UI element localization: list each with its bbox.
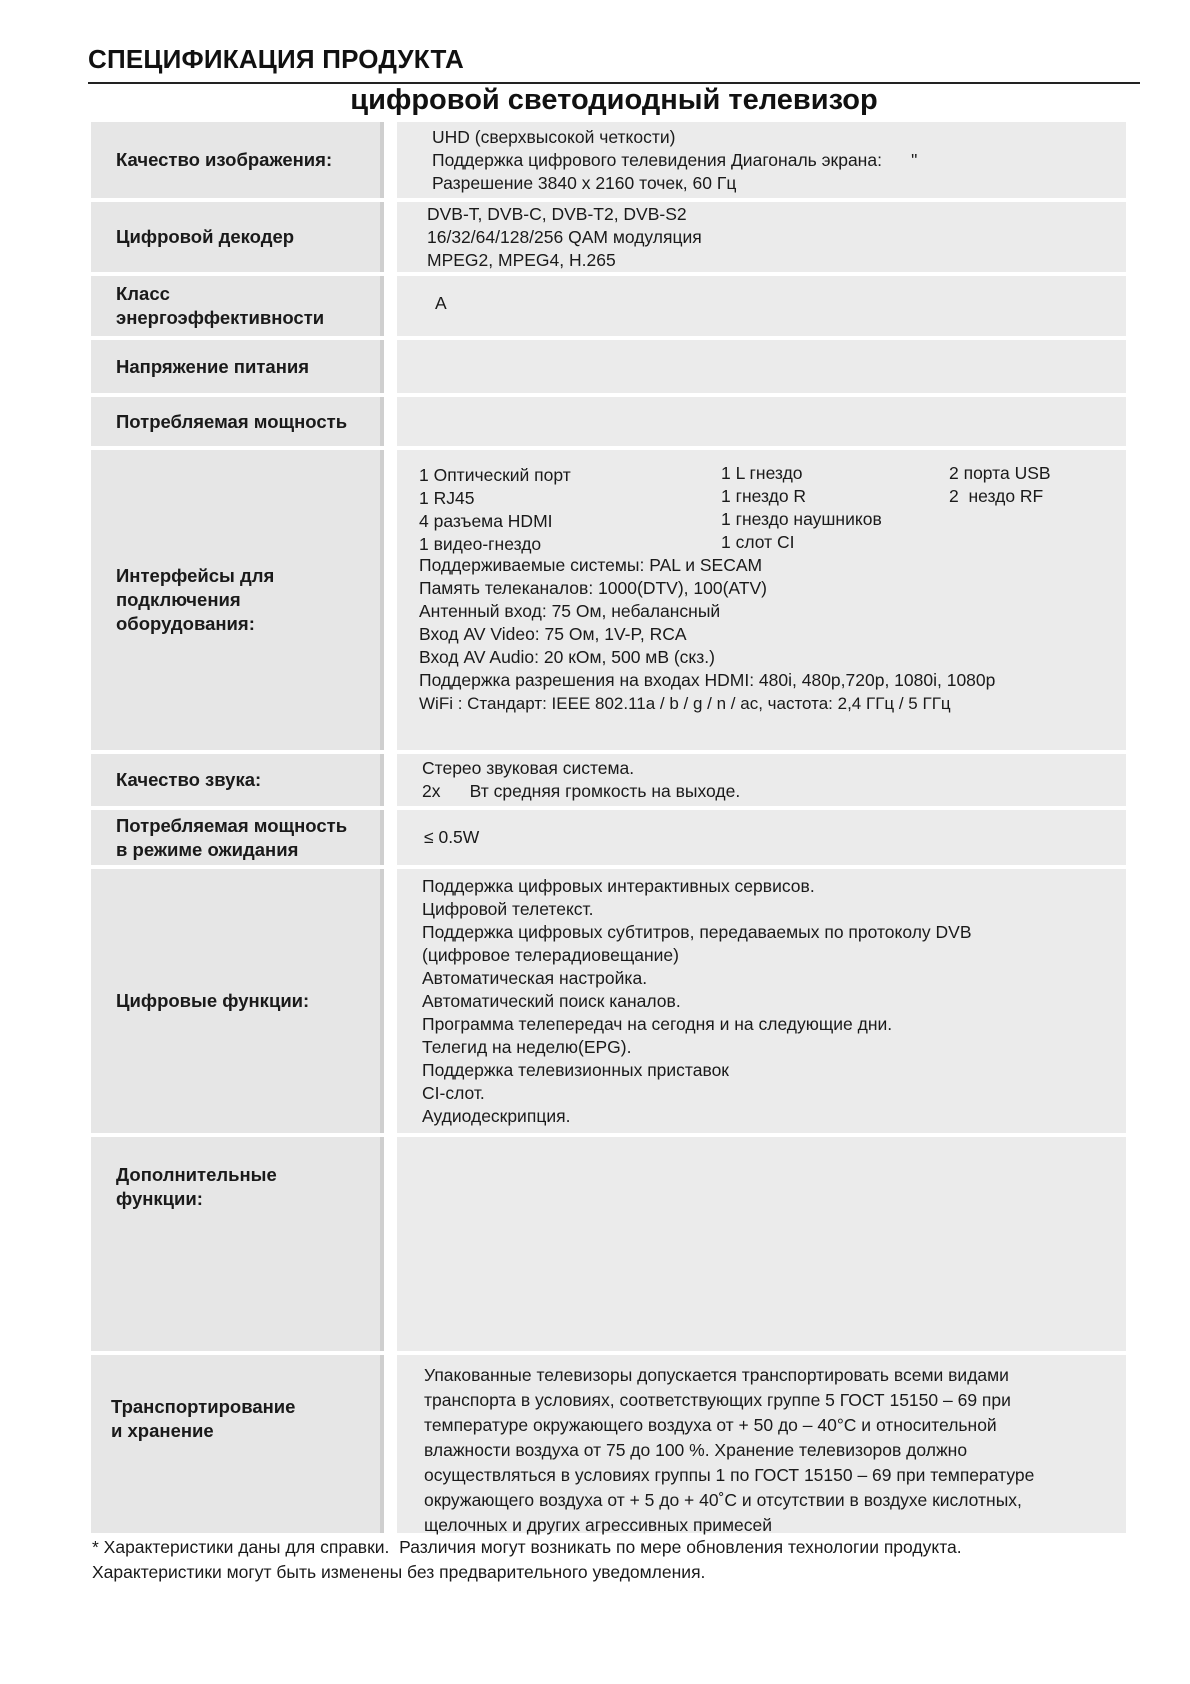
spec-value-line: Вход AV Video: 75 Ом, 1V-P, RCA: [419, 624, 687, 644]
spec-value-cell: [397, 122, 1126, 198]
interface-port-grid: [419, 462, 1119, 554]
interface-item: 1 гнездо R: [721, 486, 807, 506]
spec-label: функции:: [116, 1188, 203, 1209]
spec-value-line: транспорта в условиях, соответствующих группе 5 ГОСТ 15150 – 69 при: [424, 1390, 1011, 1410]
spec-value-cell: [397, 1137, 1126, 1351]
spec-label-cell: [91, 276, 384, 336]
spec-value: A: [435, 292, 447, 313]
spec-value-cell: [397, 810, 1126, 865]
interface-item: 2 порта USB: [949, 463, 1051, 483]
spec-label-cell: [91, 869, 384, 1133]
interface-item: 1 RJ45: [419, 488, 475, 508]
spec-value-line: WiFi : Стандарт: IEEE 802.11a / b / g / n / ac, частота: 2,4 ГГц / 5 ГГц: [419, 694, 951, 713]
spec-row-decoder: [91, 202, 1126, 272]
spec-value-cell: [397, 1355, 1126, 1533]
interface-column: [419, 464, 571, 556]
spec-label: Потребляемая мощность: [116, 410, 348, 432]
spec-value-cell: [397, 450, 1126, 750]
spec-row-interfaces: [91, 450, 1126, 750]
spec-value-line: 16/32/64/128/256 QAM модуляция: [427, 226, 702, 247]
spec-label: энергоэффективности: [116, 307, 325, 328]
spec-label-cell: [91, 202, 384, 272]
spec-row-energy-class: [91, 276, 1126, 336]
spec-label-cell: [91, 810, 384, 865]
spec-value-line: Автоматический поиск каналов.: [422, 990, 681, 1011]
spec-value-line: Автоматическая настройка.: [422, 967, 648, 988]
spec-row-additional-functions: [91, 1137, 1126, 1351]
interface-column: [721, 462, 882, 554]
spec-value-line: щелочных и других агрессивных примесей: [424, 1515, 773, 1535]
interface-item: 1 слот CI: [721, 532, 795, 552]
interface-item: 1 Оптический порт: [419, 465, 571, 485]
spec-label: Потребляемая мощность: [116, 814, 348, 836]
spec-value-line: Поддержка разрешения на входах HDMI: 480i, 480p,720p, 1080i, 1080p: [419, 670, 996, 690]
spec-value-line: Телегид на неделю(EPG).: [422, 1036, 632, 1057]
spec-label: и хранение: [111, 1420, 214, 1441]
spec-label: подключения: [116, 589, 241, 610]
interface-item: 4 разъема HDMI: [419, 511, 553, 531]
spec-label: Дополнительные: [116, 1164, 277, 1185]
spec-value-cell: [397, 397, 1126, 446]
interface-item: 1 видео-гнездо: [419, 534, 542, 554]
spec-label: Качество изображения:: [116, 149, 333, 170]
spec-label-cell: [91, 1355, 384, 1533]
spec-value-cell: [397, 869, 1126, 1133]
spec-label: Качество звука:: [116, 769, 262, 790]
spec-value-line: (цифровое телерадиовещание): [422, 944, 679, 965]
spec-label-cell: [91, 450, 384, 750]
spec-value-line: Вход AV Audio: 20 кОм, 500 мВ (скз.): [419, 647, 715, 667]
spec-value-line: UHD (сверхвысокой четкости): [432, 126, 676, 147]
spec-value-line: Поддержка цифровых субтитров, передаваемых по протоколу DVB: [422, 921, 972, 942]
spec-row-sound: [91, 754, 1126, 806]
spec-label: Интерфейсы для: [116, 565, 275, 586]
spec-value-line: Поддерживаемые системы: PAL и SECAM: [419, 555, 763, 575]
spec-label: Напряжение питания: [116, 355, 310, 377]
footnote-line: * Характеристики даны для справки. Различия могут возникать по мере обновления технологии продукта.: [92, 1537, 962, 1557]
spec-label: Цифровые функции:: [116, 990, 310, 1011]
spec-value-line: Антенный вход: 75 Ом, небалансный: [419, 601, 721, 621]
spec-value-cell: [397, 276, 1126, 336]
spec-value-line: Память телеканалов: 1000(DTV), 100(ATV): [419, 578, 767, 598]
interface-item: 1 L гнездо: [721, 463, 803, 483]
spec-value-line: MPEG2, MPEG4, H.265: [427, 249, 616, 270]
spec-label: оборудования:: [116, 613, 255, 634]
product-subtitle: цифровой светодиодный телевизор: [350, 84, 878, 116]
spec-value-cell: [397, 202, 1126, 272]
interface-column: [949, 462, 1051, 508]
spec-value-line: Аудиодескрипция.: [422, 1105, 571, 1126]
spec-row-power: [91, 397, 1126, 446]
spec-value-line: DVB-T, DVB-C, DVB-T2, DVB-S2: [427, 203, 687, 224]
spec-value-line: Разрешение 3840 x 2160 точек, 60 Гц: [432, 172, 737, 193]
spec-value-cell: [397, 340, 1126, 393]
spec-label-cell: [91, 754, 384, 806]
spec-label-cell: [91, 1137, 384, 1351]
interface-item: 1 гнездо наушников: [721, 509, 882, 529]
spec-value-line: Поддержка цифрового телевидения Диагональ экрана: ": [432, 149, 918, 170]
spec-value-line: окружающего воздуха от + 5 до + 40˚C и отсутствии в воздухе кислотных,: [424, 1490, 1022, 1510]
spec-value: ≤ 0.5W: [424, 827, 480, 847]
spec-value-line: CI-слот.: [422, 1082, 485, 1103]
spec-value-line: 2x Вт средняя громкость на выходе.: [422, 781, 741, 801]
spec-label: Транспортирование: [111, 1396, 296, 1417]
spec-value-line: Упакованные телевизоры допускается транспортировать всеми видами: [424, 1365, 1009, 1385]
spec-value-line: Поддержка телевизионных приставок: [422, 1059, 729, 1080]
spec-label: Цифровой декодер: [116, 226, 295, 247]
spec-label: в режиме ожидания: [116, 838, 299, 860]
spec-value-cell: [397, 754, 1126, 806]
spec-row-digital-functions: [91, 869, 1126, 1133]
spec-label-cell: [91, 122, 384, 198]
spec-row-voltage: [91, 340, 1126, 393]
spec-label-cell: [91, 397, 384, 446]
spec-row-transport-storage: [91, 1355, 1126, 1533]
spec-value-line: Поддержка цифровых интерактивных сервисов.: [422, 875, 815, 896]
spec-label: Класс: [116, 283, 170, 304]
spec-value-line: Программа телепередач на сегодня и на следующие дни.: [422, 1013, 893, 1034]
spec-row-standby: [91, 810, 1126, 865]
spec-label-cell: [91, 340, 384, 393]
spec-value-line: температуре окружающего воздуха от + 50 до – 40°C и относительной: [424, 1415, 997, 1435]
spec-value-line: Стерео звуковая система.: [422, 758, 635, 778]
spec-row-image-quality: [91, 122, 1126, 198]
spec-value-line: влажности воздуха от 75 до 100 %. Хранение телевизоров должно: [424, 1440, 968, 1460]
spec-value-line: Цифровой телетекст.: [422, 898, 594, 919]
footnote-line: Характеристики могут быть изменены без предварительного уведомления.: [92, 1562, 706, 1582]
interface-item: 2 нездо RF: [949, 486, 1044, 506]
page-title: СПЕЦИФИКАЦИЯ ПРОДУКТА: [88, 44, 464, 74]
spec-value-line: осуществляться в условиях группы 1 по ГОСТ 15150 – 69 при температуре: [424, 1465, 1035, 1485]
